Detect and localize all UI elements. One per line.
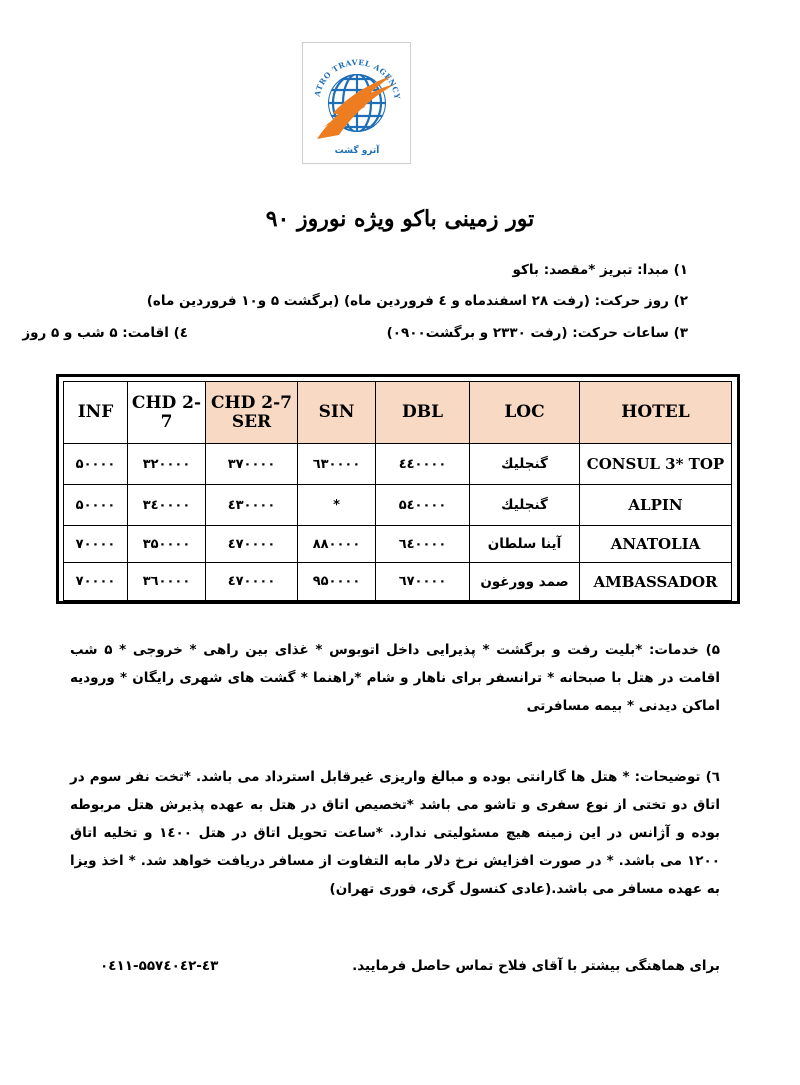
hotel-location: گنجلیك — [470, 485, 580, 526]
chd-price: ۳۵۰۰۰۰ — [128, 526, 206, 563]
chd-ser-price: ۳۷۰۰۰۰ — [206, 444, 298, 485]
hotel-name: CONSUL 3* TOP — [580, 444, 732, 485]
inf-price: ۵۰۰۰۰ — [64, 485, 128, 526]
notes-paragraph: ٦) توضیحات: * هتل ها گارانتی بوده و مبالغ واریزی غیرقابل استرداد می باشد. *تخت نفر سوم در اتاق دو تختی از نوع سفری و تاشو می باشد *تخصیص اتاق در هتل به عهده پذیرش هتل مربوطه بوده و آژانس در این زمینه هیچ مسئولیتی ندارد. *ساعت تحویل اتاق در هتل ۱٤۰۰ و تخلیه اتاق ۱۲۰۰ می باشد. * در صورت افزایش نرخ دلار مابه التفاوت از مسافر دریافت خواهد شد. * اخذ ویزا به عهده مسافر می باشد.(عادی کنسول گری، فوری تهران) — [70, 769, 720, 897]
inf-price: ۷۰۰۰۰ — [64, 563, 128, 601]
logo-arc-text: ATRO TRAVEL AGENCY — [312, 57, 402, 101]
col-header-chd: CHD 2-7 — [128, 382, 206, 444]
sin-price: ٦۳۰۰۰۰ — [298, 444, 376, 485]
col-header-loc: LOC — [470, 382, 580, 444]
price-table-frame — [56, 374, 740, 604]
sin-price: * — [298, 485, 376, 526]
col-header-hotel: HOTEL — [580, 382, 732, 444]
departure-times-line: ۳) ساعات حرکت: (رفت ۲۳۳۰ و برگشت۰۹۰۰) — [386, 325, 688, 341]
contact-phone: ۰٤۱۱-۵۵۷٤۰٤۲-٤۳ — [100, 958, 219, 974]
inf-price: ۵۰۰۰۰ — [64, 444, 128, 485]
hotel-location: گنجلیك — [470, 444, 580, 485]
stay-duration-line: ٤) اقامت: ۵ شب و ۵ روز — [22, 325, 188, 341]
page-title: تور زمینی باکو ویژه نوروز ۹۰ — [265, 206, 535, 232]
table-row — [64, 526, 732, 563]
dbl-price: ۵٤۰۰۰۰ — [376, 485, 470, 526]
hotel-name: ANATOLIA — [580, 526, 732, 563]
chd-ser-price: ٤۳۰۰۰۰ — [206, 485, 298, 526]
services-paragraph: ۵) خدمات: *بلیت رفت و برگشت * پذیرایی داخل اتوبوس * غذای بین راهی * خروجی * ۵ شب اقامت در هتل با صبحانه * ترانسفر برای ناهار و شام *راهنما * گشت های شهری رایگان * ورودیه اماکن دیدنی * بیمه مسافرتی — [70, 642, 720, 714]
chd-price: ۳٤۰۰۰۰ — [128, 485, 206, 526]
logo-name-fa: آترو گشت — [334, 146, 380, 156]
table-row — [64, 563, 732, 601]
agency-logo — [302, 42, 411, 164]
departure-days-line: ۲) روز حرکت: (رفت ۲۸ اسفندماه و ٤ فروردین ماه) (برگشت ۵ و۱۰ فروردین ماه) — [146, 293, 688, 309]
chd-price: ۳٦۰۰۰۰ — [128, 563, 206, 601]
col-header-inf: INF — [64, 382, 128, 444]
hotel-location: آینا سلطان — [470, 526, 580, 563]
table-row — [64, 485, 732, 526]
sin-price: ۸۸۰۰۰۰ — [298, 526, 376, 563]
hotel-location: صمد وورغون — [470, 563, 580, 601]
col-header-chd-ser: CHD 2-7 SER — [206, 382, 298, 444]
chd-price: ۳۲۰۰۰۰ — [128, 444, 206, 485]
table-row — [64, 444, 732, 485]
price-table — [63, 381, 732, 601]
chd-ser-price: ٤۷۰۰۰۰ — [206, 563, 298, 601]
inf-price: ۷۰۰۰۰ — [64, 526, 128, 563]
col-header-sin: SIN — [298, 382, 376, 444]
chd-ser-price: ٤۷۰۰۰۰ — [206, 526, 298, 563]
dbl-price: ٦٤۰۰۰۰ — [376, 526, 470, 563]
origin-destination-line: ۱) مبدا: تبریز *مقصد: باکو — [512, 262, 688, 278]
table-header-row — [64, 382, 732, 444]
contact-text: برای هماهنگی بیشتر با آقای فلاح تماس حاصل فرمایید. — [352, 958, 720, 974]
hotel-name: ALPIN — [580, 485, 732, 526]
col-header-dbl: DBL — [376, 382, 470, 444]
logo-emblem — [303, 43, 410, 163]
hotel-name: AMBASSADOR — [580, 563, 732, 601]
sin-price: ۹۵۰۰۰۰ — [298, 563, 376, 601]
dbl-price: ٦۷۰۰۰۰ — [376, 563, 470, 601]
dbl-price: ٤٤۰۰۰۰ — [376, 444, 470, 485]
